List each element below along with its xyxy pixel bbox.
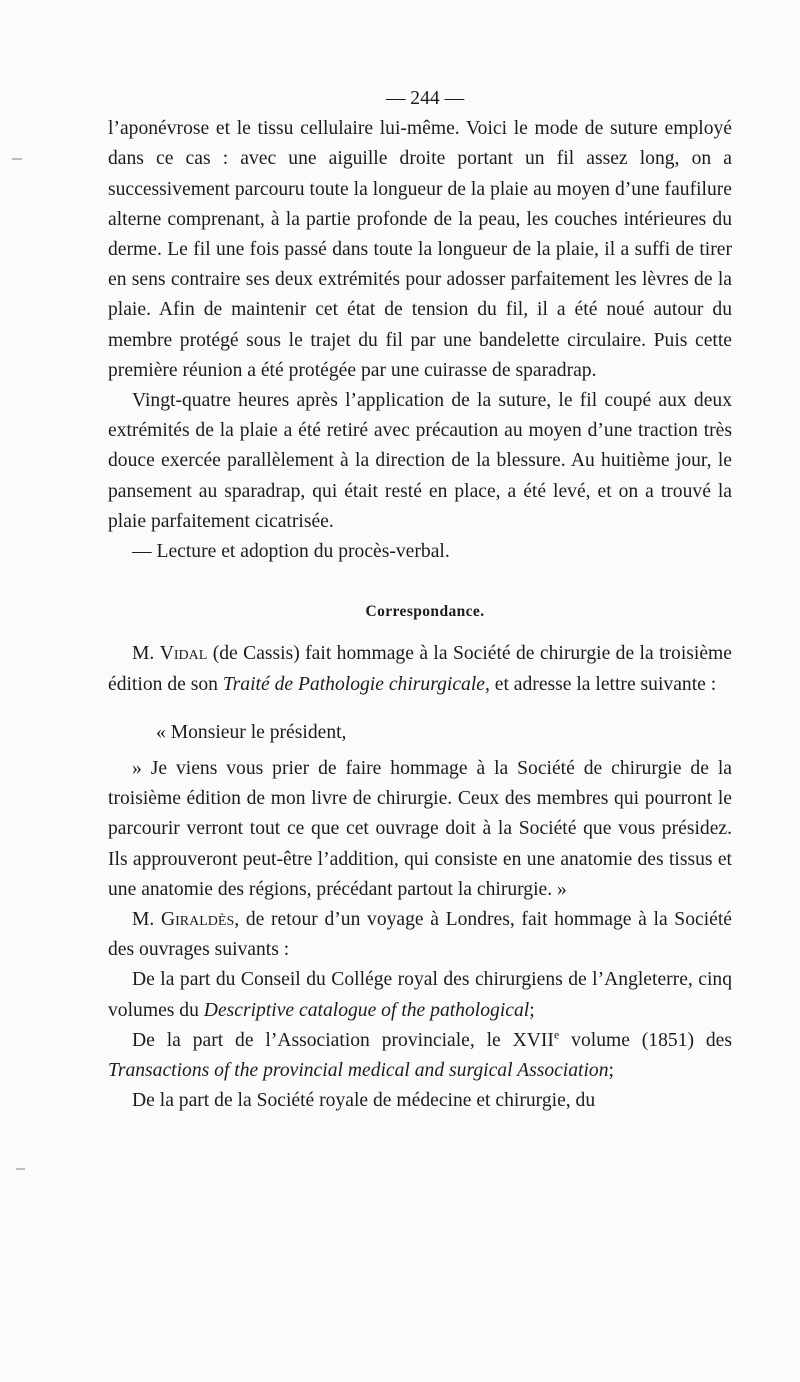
margin-mark bbox=[16, 1168, 25, 1170]
donation-1-title: Descriptive catalogue of the pathological bbox=[203, 999, 530, 1021]
donation-2-title: Transactions of the provincial medical and surgical Association bbox=[108, 1060, 609, 1082]
vidal-text-end: , et adresse la lettre suivante : bbox=[484, 673, 717, 695]
paragraph-vidal bbox=[108, 639, 732, 699]
vidal-book-title: Traité de Pathologie chirurgicale bbox=[222, 673, 485, 695]
paragraph-healing: Vingt-quatre heures après l’application de la suture, le fil coupé aux deux extrémités de la plaie a été retiré avec précaution au moyen d’une traction très douce exercée parallèlement à la direction de la blessure. Au huitième jour, le pansement au sparadrap, qui était resté en place, a été levé, et on a trouvé la plaie parfaitement cicatrisée. bbox=[108, 390, 732, 532]
vidal-name: Vidal bbox=[159, 643, 208, 665]
donation-2-end: ; bbox=[608, 1060, 614, 1082]
spacer bbox=[108, 700, 732, 718]
letter-salutation: « Monsieur le président, bbox=[156, 721, 347, 743]
vidal-text: (de Cassis) fait hommage à la Société de chirurgie de la troisième édition de son bbox=[108, 643, 732, 695]
donation-1-text: De la part du Conseil du Collége royal des chirurgiens de l’Angleterre, cinq volumes du bbox=[108, 969, 732, 1021]
page-text bbox=[108, 84, 732, 1117]
section-heading: Correspondance. bbox=[365, 603, 485, 621]
donation-royal-society: De la part de la Société royale de médecine et chirurgie, du bbox=[132, 1090, 596, 1112]
vidal-title: M. bbox=[132, 643, 155, 665]
donation-royal-college bbox=[108, 965, 732, 1025]
giraldes-name: Giraldès bbox=[161, 909, 235, 931]
donation-2-sup: e bbox=[553, 1027, 560, 1042]
giraldes-title: M. bbox=[132, 909, 155, 931]
donation-2-text: De la part de l’Association provinciale, le XVII bbox=[132, 1029, 554, 1051]
paragraph-giraldes bbox=[108, 905, 732, 965]
donation-provincial-association bbox=[108, 1026, 732, 1086]
margin-mark bbox=[12, 158, 22, 160]
paragraph-suture: l’aponévrose et le tissu cellulaire lui-même. Voici le mode de suture employé dans ce cas : avec une aiguille droite portant un fil assez long, on a successivement parcouru toute la longueur de la plaie au moyen d’une faufilure alterne comprenant, à la partie profonde de la peau, les couches intérieures du derme. Le fil une fois passé dans toute la longueur de la plaie, il a suffi de tirer en sens contraire ses deux extrémités pour adosser parfaitement les lèvres de la plaie. Afin de maintenir cet état de tension du fil, il a été noué autour du membre protégé sous le trajet du fil par une bandelette circulaire. Puis cette première réunion a été protégée par une cuirasse de sparadrap. bbox=[108, 118, 732, 381]
donation-2-mid: volume (1851) des bbox=[559, 1029, 732, 1051]
donation-1-end: ; bbox=[529, 999, 535, 1021]
paragraph-minutes: — Lecture et adoption du procès-verbal. bbox=[132, 541, 450, 563]
letter-body: » Je viens vous prier de faire hommage à la Société de chirurgie de la troisième édition de mon livre de chirurgie. Ceux des membres qui pourront le parcourir verront tout ce que cet ouvrage doit à la Société que vous présidez. Ils approuveront peut-être l’addition, qui consiste en une anatomie des tissus et une anatomie des régions, précédant partout la chirurgie. » bbox=[108, 758, 732, 900]
giraldes-text: , de retour d’un voyage à Londres, fait hommage à la Société des ouvrages suivants : bbox=[108, 909, 732, 961]
page-number: — 244 — bbox=[385, 88, 465, 109]
